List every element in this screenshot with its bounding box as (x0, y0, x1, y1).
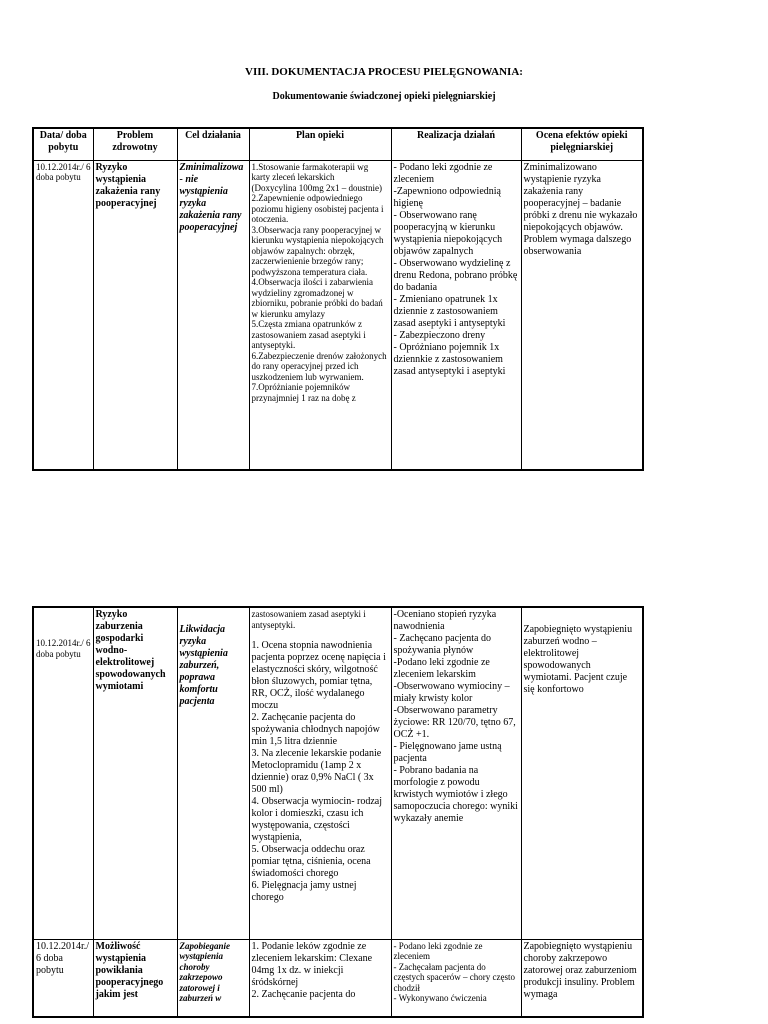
header-date: Data/ doba pobytu (33, 128, 93, 160)
table-row (33, 160, 643, 470)
plan-item: zastosowaniem zasad aseptyki i antyseptyki. (251, 609, 366, 630)
plan-item: 6.Zabezpieczenie drenów założonych do rany operacyjnej przed ich uszkodzeniem lub wyrwaniem. (251, 350, 387, 382)
row-date: 10.12.2014r./ 6 doba pobytu (33, 160, 93, 470)
realization-item: - Obserwowano ranę pooperacyjną w kierunku wystąpienia niepokojących objawów zapalnych (393, 209, 503, 257)
row-goal: Zapobieganie wystąpienia choroby zakrzepowo zatorowej i zaburzeń w (177, 939, 249, 1017)
realization-item: - Zachęcałam pacjenta do częstych spacerów – chory często chodził (393, 961, 515, 993)
row-plan (249, 939, 391, 1017)
realization-item: - Pobrano badania na morfologie z powodu krwistych wymiotów i złego samopoczucia chorego: wyniki wykazały anemie (393, 765, 518, 824)
realization-item: -Obserwowano wymiociny – miały krwisty kolor (393, 681, 510, 704)
realization-item: -Oceniano stopień ryzyka nawodnienia (393, 609, 497, 632)
plan-item: 3.Obserwacja rany pooperacyjnej w kierunku wystąpienia niepokojących objawów zapalnych: obrzęk, zaczerwienienie brzegów rany; podwyższona temperatura ciała. (251, 224, 384, 277)
row-realization (391, 160, 521, 470)
row-date: 10.12.2014r./ 6 doba pobytu (33, 607, 93, 939)
plan-item: (Doxycylina 100mg 2x1 – doustnie) (251, 182, 382, 193)
table-row (33, 939, 643, 1017)
plan-item: 5.Częsta zmiana opatrunków z zastosowaniem zasad aseptyki i antyseptyki. (251, 319, 366, 350)
header-goal: Cel działania (177, 128, 249, 160)
row-evaluation: Zminimalizowano wystąpienie ryzyka zakażenia rany pooperacyjnej – badanie próbki z drenu nie wykazało niepokojących objawów. Problem wymaga dalszego obserwowania (521, 160, 643, 470)
header-plan: Plan opieki (249, 128, 391, 160)
plan-item: 3. Na zlecenie lekarskie podanie Metoclopramidu (1amp 2 x dziennie) oraz 0,9% NaCl ( 3x 500 ml) (251, 748, 382, 795)
care-table-page1 (32, 127, 644, 471)
row-realization (391, 607, 521, 939)
row-realization (391, 939, 521, 1017)
row-problem: Ryzyko zaburzenia gospodarki wodno-elektrolitowej spowodowanych wymiotami (93, 607, 177, 939)
realization-item: - Wykonywano ćwiczenia (393, 993, 487, 1003)
realization-item: - Opróżniano pojemnik 1x dziennkie z zastosowaniem zasad antyseptyki i aseptyki (393, 341, 506, 377)
document-subtitle: Dokumentowanie świadczonej opieki pielęgniarskiej (272, 91, 496, 102)
plan-item: 2. Zachęcanie pacjenta do (251, 988, 356, 1000)
table-header-row (33, 128, 643, 160)
header-evaluation: Ocena efektów opieki pielęgniarskiej (521, 128, 643, 160)
plan-item: 2. Zachęcanie pacjenta do spożywania chłodnych napojów min 1,5 litra dziennie (251, 712, 380, 747)
realization-item: -Obserwowano parametry życiowe: RR 120/70, tętno 67, OCŻ +1. (393, 705, 516, 740)
plan-item: 7.Opróżnianie pojemników przynajmniej 1 raz na dobę z (251, 382, 356, 403)
plan-item: 4.Obserwacja ilości i zabarwienia wydzieliny zgromadzonej w zbiorniku, pobranie próbki do badań w kierunku amylazy (251, 277, 383, 319)
row-evaluation: Zapobiegnięto wystąpieniu choroby zakrzepowo zatorowej oraz zaburzeniom produkcji insuliny. Problem wymaga (521, 939, 643, 1017)
plan-item: 6. Pielęgnacja jamy ustnej chorego (251, 880, 357, 903)
realization-item: - Zabezpieczono dreny (393, 329, 486, 341)
realization-item: -Zapewniono odpowiednią higienę (393, 185, 501, 209)
row-date: 10.12.2014r./ 6 doba pobytu (33, 939, 93, 1017)
realization-item: - Zmieniano opatrunek 1x dziennie z zastosowaniem zasad aseptyki i antyseptyki (393, 293, 506, 329)
header-problem: Problem zdrowotny (93, 128, 177, 160)
plan-item: 1. Ocena stopnia nawodnienia pacjenta poprzez ocenę napięcia i elastyczności skóry, wilgotność błon śluzowych, pomiar tętna, RR, OCŻ, ilość wydalanego moczu (251, 640, 386, 711)
realization-item: -Podano leki zgodnie ze zleceniem lekarskim (393, 657, 490, 680)
plan-item: 4. Obserwacja wymiocin- rodzaj kolor i domieszki, czasu ich występowania, częstości wystąpienia, (251, 796, 383, 843)
realization-item: - Obserwowano wydzielinę z drenu Redona, pobrano próbkę do badania (393, 257, 518, 293)
realization-item: - Podano leki zgodnie ze zleceniem (393, 161, 493, 185)
row-goal: Likwidacja ryzyka wystąpienia zaburzeń, poprawa komfortu pacjenta (177, 607, 249, 939)
row-goal: Zminimalizowa - nie wystąpienia ryzyka zakażenia rany pooperacyjnej (177, 160, 249, 470)
row-plan (249, 607, 391, 939)
row-evaluation: Zapobiegnięto wystąpieniu zaburzeń wodno – elektrolitowej spowodowanych wymiotami. Pacjent czuje się konfortowo (521, 607, 643, 939)
document-title: VIII. DOKUMENTACJA PROCESU PIELĘGNOWANIA: (245, 66, 523, 78)
row-problem: Ryzyko wystąpienia zakażenia rany pooperacyjnej (93, 160, 177, 470)
plan-item: 2.Zapewnienie odpowiedniego poziomu higieny osobistej pacjenta i otoczenia. (251, 193, 384, 224)
realization-item: - Zachęcano pacjenta do spożywania płynów (393, 633, 491, 656)
header-realization: Realizacja działań (391, 128, 521, 160)
table-row (33, 607, 643, 939)
row-problem: Możliwość wystąpienia powikłania pooperacyjnego jakim jest (93, 939, 177, 1017)
plan-item: 5. Obserwacja oddechu oraz pomiar tętna, ciśnienia, ocena świadomości chorego (251, 844, 371, 879)
realization-item: - Podano leki zgodnie ze zleceniem (393, 940, 483, 961)
realization-item: - Pielęgnowano jame ustną pacjenta (393, 741, 502, 764)
plan-item: 1. Podanie leków zgodnie ze zleceniem lekarskim: Clexane 04mg 1x dz. w iniekcji śródskórnej (251, 940, 373, 988)
care-table-page2 (32, 606, 644, 1018)
plan-item: 1.Stosowanie farmakoterapii wg karty zleceń lekarskich (251, 161, 369, 182)
row-plan (249, 160, 391, 470)
